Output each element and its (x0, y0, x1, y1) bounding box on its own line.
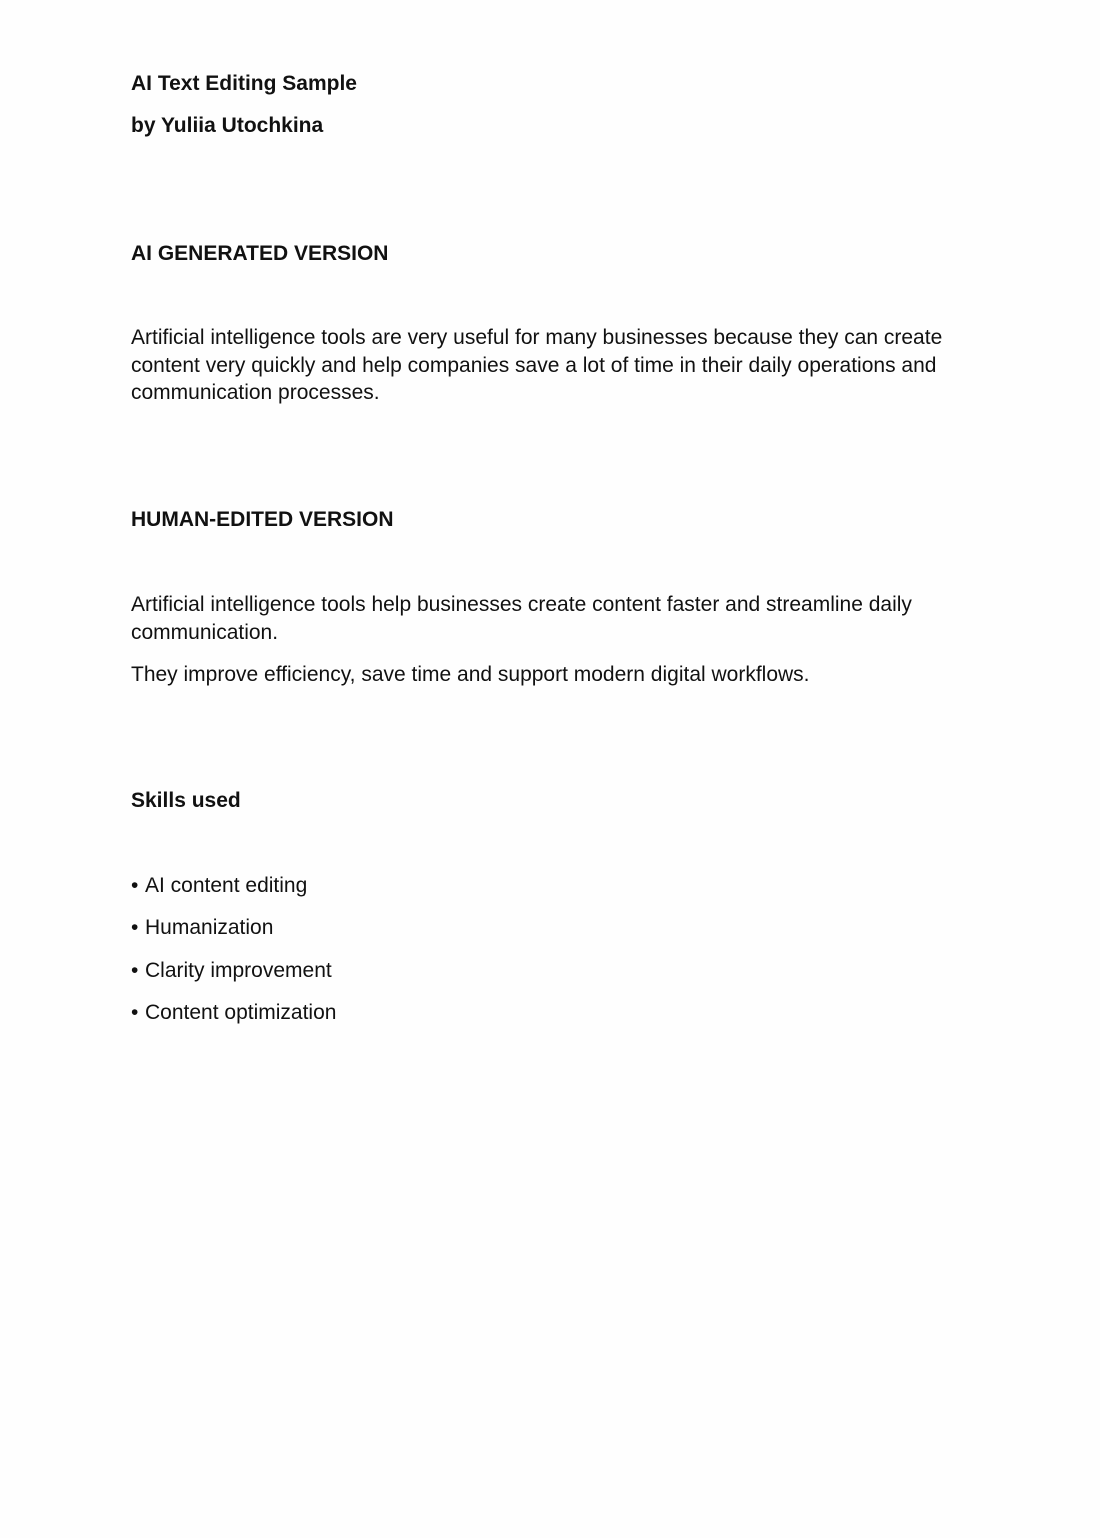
human-edited-paragraph-line: Artificial intelligence tools help businesses create content faster and streamline daily (131, 593, 912, 616)
skills-heading: Skills used (131, 789, 241, 812)
ai-generated-paragraph-line: Artificial intelligence tools are very useful for many businesses because they can create (131, 326, 943, 349)
skill-label: AI content editing (145, 874, 308, 897)
document-author: by Yuliia Utochkina (131, 114, 324, 137)
bullet-icon: • (131, 959, 139, 982)
skill-list-item (131, 999, 336, 1027)
ai-generated-heading: AI GENERATED VERSION (131, 242, 389, 265)
ai-generated-paragraph-line: content very quickly and help companies save a lot of time in their daily operations and (131, 354, 937, 377)
document-title: AI Text Editing Sample (131, 72, 357, 95)
bullet-icon: • (131, 874, 139, 897)
skill-label: Content optimization (145, 1001, 337, 1024)
human-edited-paragraph-line: communication. (131, 621, 279, 644)
skill-label: Clarity improvement (145, 959, 332, 982)
human-edited-paragraph-2: They improve efficiency, save time and support modern digital workflows. (131, 663, 810, 686)
skill-label: Humanization (145, 916, 274, 939)
skill-list-item (131, 957, 332, 985)
skill-list-item (131, 872, 307, 900)
bullet-icon: • (131, 916, 139, 939)
ai-generated-paragraph-line: communication processes. (131, 381, 380, 404)
skill-list-item (131, 914, 273, 942)
bullet-icon: • (131, 1001, 139, 1024)
human-edited-heading: HUMAN-EDITED VERSION (131, 508, 394, 531)
